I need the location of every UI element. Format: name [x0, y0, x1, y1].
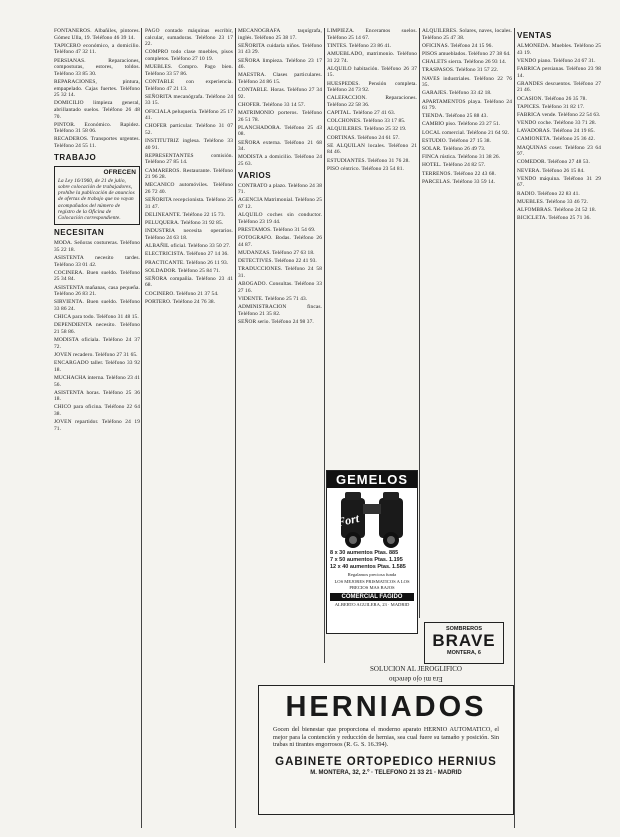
- classified-ad: SEÑOR serio. Teléfono 24 98 37.: [238, 318, 314, 325]
- classified-ad: FABRICA persianas. Teléfono 23 98 14.: [517, 65, 601, 79]
- classified-ad: PLANCHADORA. Teléfono 25 43 08.: [238, 124, 322, 138]
- brave-ad: [424, 622, 504, 664]
- classified-ad: REPRESENTANTES comisión. Teléfono 27 85 14.: [145, 152, 233, 166]
- classified-ad: MODA. Señoras costureras. Teléfono 35 22 18.: [54, 240, 140, 253]
- classified-ad: FONTANEROS. Albañiles, pintores. Gómez Ulla, 19. Teléfono 46 39 14.: [54, 28, 140, 41]
- classified-ad: ENCARGADO taller. Teléfono 33 92 18.: [54, 360, 140, 373]
- classified-ad: CHICO para oficina. Teléfono 22 64 38.: [54, 404, 140, 418]
- classified-ad: ALFOMBRAS. Teléfono 24 52 18.: [517, 206, 597, 213]
- gemelos-address: ALBERTO AGUILERA, 23 · MADRID: [334, 602, 410, 608]
- classified-ad: AGENCIA Matrimonial. Teléfono 25 67 12.: [238, 197, 322, 210]
- classified-ad: INDUSTRIA necesita operarios. Teléfono 24 63 18.: [145, 228, 233, 241]
- brave-address: MONTERA, 6: [447, 650, 481, 656]
- classified-ad: SEÑORITA cuidaría niños. Teléfono 31 43 29.: [238, 42, 322, 56]
- classified-ad: ALMONEDA. Muebles. Teléfono 25 43 19.: [517, 43, 601, 56]
- classified-ad: MATRIMONIO porteros. Teléfono 26 51 78.: [238, 110, 322, 123]
- classified-ad: PRACTICANTE. Teléfono 26 11 93.: [145, 259, 229, 266]
- classified-ad: CHOFER. Teléfono 33 14 57.: [238, 101, 306, 108]
- classified-ad: MAESTRA. Clases particulares. Teléfono 24 86 15.: [238, 72, 322, 85]
- classified-ad: HUESPEDES. Pensión completa. Teléfono 24 73 92.: [327, 80, 417, 94]
- classified-ad: NAVES industriales. Teléfono 22 76 35.: [422, 75, 512, 89]
- classified-ad: SIRVIENTA. Buen sueldo. Teléfono 33 86 24.: [54, 299, 140, 312]
- solution-title: SOLUCION AL JEROGLIFICO: [370, 665, 462, 673]
- classified-ad: MODISTA a domicilio. Teléfono 24 25 63.: [238, 154, 322, 168]
- gemelos-ad: [326, 470, 418, 634]
- classified-ad: GRANDES descuentos. Teléfono 27 21 46.: [517, 80, 601, 94]
- price-line: 12 x 40 aumentos Ptas. 1.585: [330, 564, 406, 570]
- classified-ad: VIDENTE. Teléfono 25 71 43.: [238, 295, 308, 302]
- jeroglifico-solution: [318, 665, 514, 683]
- classified-ad: TERRENOS. Teléfono 22 43 68.: [422, 170, 496, 177]
- classified-ad: VENDO coche. Teléfono 33 71 28.: [517, 120, 597, 127]
- classified-ad: VENDO piano. Teléfono 24 67 31.: [517, 57, 596, 64]
- classified-ad: CALEFACCION. Reparaciones. Teléfono 22 58 36.: [327, 95, 417, 108]
- classified-ad: GARAJES. Teléfono 33 42 18.: [422, 90, 492, 97]
- classified-ad: COCINERO. Teléfono 21 37 54.: [145, 290, 219, 297]
- column-5: [422, 28, 512, 618]
- herniados-text: Gocen del bienestar que proporciona el moderno aparato HERNIO AUTOMATICO, el mejor para la contención y reducción de hernias, sea cual fuere su tamaño y posición. Sin trabas ni tirantes engorrosos (R. G. S. 16.394).: [273, 726, 499, 749]
- herniados-ad: [258, 685, 514, 815]
- solution-answer: Era mi ojo derecho: [389, 675, 443, 683]
- classified-ad: TRADUCCIONES. Teléfono 24 58 31.: [238, 266, 322, 279]
- classified-ad: PAGO contado máquinas escribir, calcular, sumadoras. Teléfono 23 17 22.: [145, 28, 233, 48]
- classified-ad: SE ALQUILAN locales. Teléfono 21 84 46.: [327, 142, 417, 156]
- classified-ad: BICICLETA. Teléfono 25 71 36.: [517, 215, 591, 222]
- classified-ad: CHALETS sierra. Teléfono 26 93 14.: [422, 59, 507, 66]
- classified-ad: TIENDA. Teléfono 25 88 43.: [422, 113, 488, 120]
- classified-ad: HOTEL. Teléfono 24 82 57.: [422, 162, 486, 169]
- classified-ad: CAMBIO piso. Teléfono 23 27 51.: [422, 121, 501, 128]
- classified-ad: MECANICO automóviles. Teléfono 26 72 40.: [145, 182, 233, 195]
- section-heading: TRABAJO: [54, 152, 97, 162]
- column-6: [517, 28, 601, 828]
- binoculars-icon: [335, 490, 409, 548]
- herniados-business: GABINETE ORTOPEDICO HERNIUS: [275, 755, 497, 768]
- classified-ad: CAPITAL. Teléfono 27 41 63.: [327, 110, 396, 117]
- classified-ad: CONTRATO a plazo. Teléfono 24 38 71.: [238, 182, 322, 196]
- column-divider: [141, 28, 142, 828]
- classified-ad: ALQUILO habitación. Teléfono 26 37 15.: [327, 65, 417, 79]
- classified-ad: FOTOGRAFO. Bodas. Teléfono 26 44 87.: [238, 235, 322, 248]
- classified-ad: DETECTIVES. Teléfono 22 41 93.: [238, 258, 317, 265]
- classified-ad: SOLAR. Teléfono 26 49 73.: [422, 146, 486, 153]
- classified-ad: TINTES. Teléfono 23 86 41.: [327, 42, 392, 49]
- brave-top: SOMBREROS: [445, 626, 483, 632]
- classified-ad: LIMPIEZA. Enceramos suelos. Teléfono 25 14 67.: [327, 28, 417, 41]
- classified-ad: AMUEBLADO, matrimonio. Teléfono 31 22 74.: [327, 50, 417, 64]
- classified-ad: SEÑORITA mecanógrafa. Teléfono 24 33 15.: [145, 93, 233, 107]
- classified-ad: ESTUDIANTES. Teléfono 31 76 28.: [327, 157, 410, 164]
- classified-ad: OFICINAS. Teléfono 24 15 96.: [422, 42, 493, 49]
- classified-ad: JOVEN repartidor. Teléfono 24 19 71.: [54, 419, 140, 432]
- classified-ad: MUDANZAS. Teléfono 27 63 18.: [238, 249, 315, 256]
- classified-ad: PORTERO. Teléfono 24 76 38.: [145, 298, 216, 305]
- classified-ad: OFICIALA peluquería. Teléfono 25 17 41.: [145, 108, 233, 122]
- column-divider: [514, 28, 515, 828]
- classified-ad: PARCELAS. Teléfono 33 59 14.: [422, 178, 496, 185]
- section-heading: VARIOS: [238, 170, 272, 180]
- classified-ad: COMPRO todo clase muebles, pisos completos. Teléfono 27 10 19.: [145, 49, 233, 62]
- column-3: [238, 28, 322, 653]
- classified-ad: MAQUINAS coser. Teléfono 23 64 97.: [517, 144, 601, 158]
- classified-ad: CONTABLE. Horas. Teléfono 27 34 92.: [238, 87, 322, 100]
- classified-ad: CHOFER particular. Teléfono 31 07 52.: [145, 123, 233, 136]
- gemelos-note: Regalamos preciosa funda: [347, 572, 397, 577]
- classified-ad: SEÑORA externa. Teléfono 21 68 34.: [238, 139, 322, 153]
- price-line: 7 x 50 aumentos Ptas. 1.195: [330, 557, 403, 563]
- notice-title: OFRECEN: [103, 168, 136, 176]
- classified-ad: CAMIONETA. Teléfono 25 36 42.: [517, 136, 596, 143]
- classified-ad: ALQUILO coches sin conductor. Teléfono 23 19 44.: [238, 212, 322, 225]
- classified-ad: MECANOGRAFA taquígrafa, inglés. Teléfono 25 38 17.: [238, 28, 322, 41]
- classified-ad: PRESTAMOS. Teléfono 31 54 69.: [238, 226, 316, 233]
- classified-ad: TAPICERO económico, a domicilio. Teléfono 47 32 11.: [54, 42, 140, 56]
- classified-ad: PISOS amueblados. Teléfono 27 38 64.: [422, 50, 511, 57]
- price-line: 8 x 30 aumentos Ptas. 885: [330, 550, 399, 556]
- gemelos-brand: Fort: [335, 511, 361, 530]
- herniados-address: M. MONTERA, 32, 2.º · TELEFONO 21 33 21 · MADRID: [310, 769, 462, 776]
- classified-ad: ASISTENTA mañanas, casa pequeña. Teléfono 26 83 21.: [54, 284, 140, 298]
- classified-ad: MODISTA oficiala. Teléfono 24 37 72.: [54, 337, 140, 350]
- classified-ad: ALQUILERES. Teléfono 25 32 19.: [327, 126, 407, 133]
- classified-ad: LAVADORAS. Teléfono 24 19 85.: [517, 128, 595, 135]
- classified-ad: SEÑORITA recepcionista. Teléfono 25 31 47.: [145, 197, 233, 210]
- classified-ad: PINTOR. Económico. Rapidez. Teléfono 31 58 06.: [54, 121, 140, 135]
- classified-ad: MUEBLES. Teléfono 33 46 72.: [517, 198, 589, 205]
- classified-ad: CONTABLE con experiencia. Teléfono 47 21 13.: [145, 78, 233, 92]
- classified-ad: ALQUILERES. Solares, naves, locales. Teléfono 25 47 38.: [422, 28, 512, 41]
- section-heading: VENTAS: [517, 31, 552, 40]
- classified-ad: ADMINISTRACION fincas. Teléfono 21 35 82.: [238, 304, 322, 317]
- classified-ad: ASISTENTA necesito tardes. Teléfono 33 01 42.: [54, 255, 140, 268]
- classified-ad: SEÑORA limpieza. Teléfono 23 17 46.: [238, 57, 322, 71]
- classified-ad: PERSIANAS. Reparaciones, composturas, estores, toldos. Teléfono 33 85 30.: [54, 57, 140, 77]
- classified-ad: PISO céntrico. Teléfono 23 54 81.: [327, 165, 404, 172]
- classified-ad: ELECTRICISTA. Teléfono 27 14 36.: [145, 251, 229, 258]
- classified-ad: APARTAMENTOS playa. Teléfono 24 61 79.: [422, 98, 512, 112]
- column-1: [54, 28, 140, 828]
- column-divider: [419, 28, 420, 618]
- classified-ad: COLCHONES. Teléfono 33 17 85.: [327, 118, 406, 125]
- classified-ad: MUCHACHA interna. Teléfono 23 41 56.: [54, 374, 140, 388]
- classified-ad: RECADEROS. Transportes urgentes. Teléfono 24 55 11.: [54, 136, 140, 150]
- classified-ad: ASISTENTA horas. Teléfono 25 36 18.: [54, 389, 140, 403]
- section-heading: NECESITAN: [54, 228, 105, 238]
- gemelos-extra: LOS MEJORES PRISMATICOS A LOS PRECIOS MAS BAJOS: [334, 579, 410, 590]
- classified-ad: NEVERA. Teléfono 26 15 84.: [517, 167, 585, 174]
- classified-ad: OCASION. Teléfono 26 35 78.: [517, 95, 587, 102]
- classified-ad: JOVEN recadero. Teléfono 27 31 65.: [54, 351, 138, 358]
- classified-ad: CHICA para todo. Teléfono 31 48 15.: [54, 314, 139, 321]
- classified-ad: RADIO. Teléfono 22 83 41.: [517, 190, 580, 197]
- classified-ad: DEPENDIENTA necesito. Teléfono 21 58 86.: [54, 322, 140, 335]
- classified-ad: CORTINAS. Teléfono 24 61 57.: [327, 134, 400, 141]
- classified-ad: TRASPASOS. Teléfono 31 57 22.: [422, 67, 499, 74]
- classified-ad: REPARACIONES, pintura, empapelado. Cajas fuertes. Teléfono 25 32 14.: [54, 78, 140, 99]
- classified-ad: DELINEANTE. Teléfono 22 15 73.: [145, 211, 226, 218]
- classified-ad: MUEBLES. Compro. Pago bien. Teléfono 33 57 86.: [145, 64, 233, 77]
- classified-ad: ESTUDIO. Teléfono 27 15 38.: [422, 137, 491, 144]
- column-divider: [324, 28, 325, 663]
- column-2: [145, 28, 233, 828]
- column-divider: [235, 28, 236, 828]
- classified-ad: FINCA rústica. Teléfono 31 38 26.: [422, 154, 501, 161]
- classified-ad: ALBAÑIL oficial. Teléfono 33 50 27.: [145, 243, 231, 250]
- legal-notice: [54, 166, 140, 226]
- brave-name: BRAVE: [432, 631, 496, 650]
- classified-ad: CAMAREROS. Restaurante. Teléfono 21 96 28.: [145, 167, 233, 181]
- classified-ad: ABOGADO. Consultas. Teléfono 33 27 16.: [238, 281, 322, 294]
- classified-ad: INSTITUTRIZ inglesa. Teléfono 33 40 91.: [145, 138, 233, 151]
- gemelos-shop: COMERCIAL FAGIDO: [330, 593, 414, 601]
- classified-ad: VENDO máquina. Teléfono 31 29 67.: [517, 175, 601, 189]
- classified-ad: SEÑORA compañía. Teléfono 23 41 68.: [145, 275, 233, 289]
- notice-text: La Ley 16/1960, de 21 de julio, sobre colocación de trabajadores, prohíbe la publicación de anuncios de ofertas de trabajo que no vayan acompañados del número de registro de la Oficina de Colocación correspondiente.: [58, 177, 135, 222]
- classified-ad: COMEDOR. Teléfono 27 48 53.: [517, 159, 590, 166]
- classified-ad: LOCAL comercial. Teléfono 21 64 92.: [422, 129, 510, 136]
- herniados-title: HERNIADOS: [285, 691, 487, 723]
- classified-ad: SOLDADOR. Teléfono 25 84 71.: [145, 267, 221, 274]
- classified-ad: DOMICILIO limpieza general, abrillantado suelos. Teléfono 26 48 70.: [54, 100, 140, 120]
- classified-ad: TAPICES. Teléfono 31 82 17.: [517, 103, 585, 110]
- classified-ad: FABRICA vende. Teléfono 22 54 63.: [517, 111, 601, 118]
- gemelos-title: GEMELOS: [327, 471, 417, 488]
- column-4: [327, 28, 417, 466]
- classified-ad: COCINERA. Buen sueldo. Teléfono 25 34 84.: [54, 269, 140, 283]
- classified-ad: PELUQUERA. Teléfono 31 92 85.: [145, 220, 224, 227]
